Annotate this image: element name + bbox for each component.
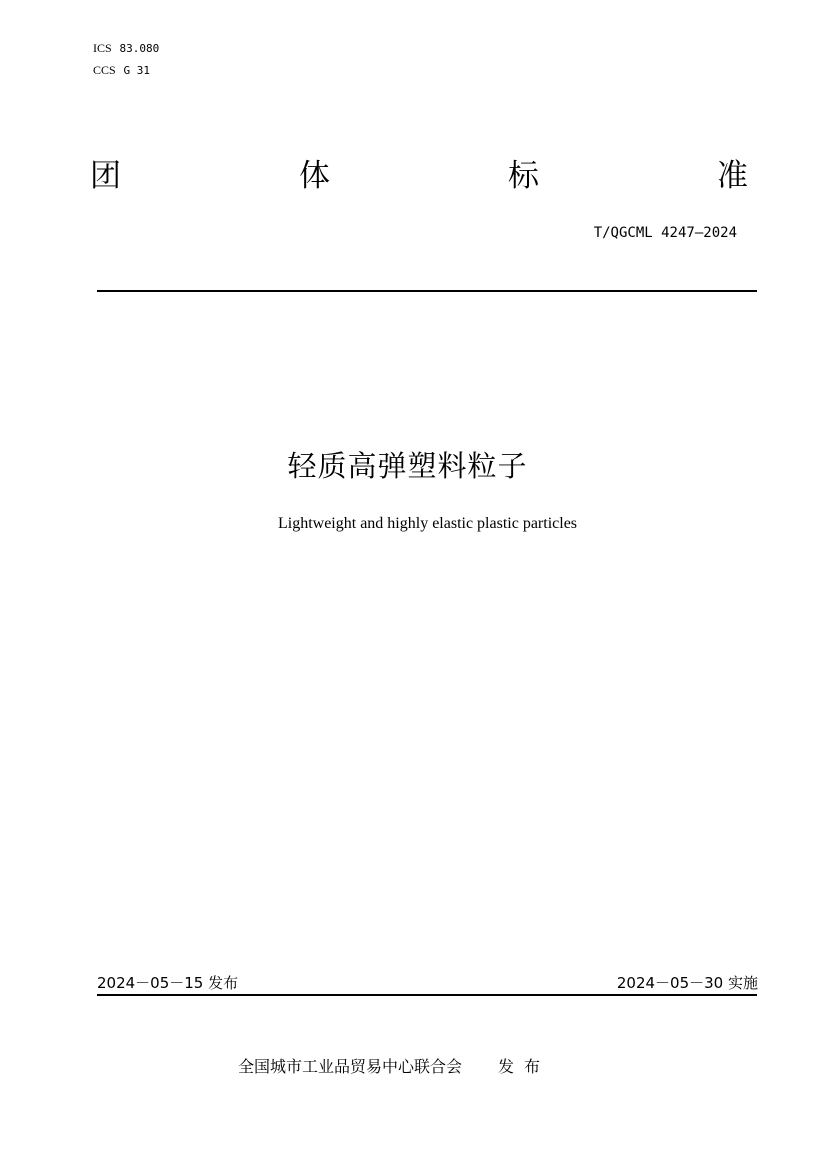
title-char-1: 团 [90,158,121,194]
ics-classification [93,40,159,57]
document-type-title [90,156,750,196]
document-title-en: Lightweight and highly elastic plastic particles [277,515,578,532]
ccs-label: CCS [93,63,116,77]
bottom-divider [97,994,757,996]
ccs-classification [93,62,150,79]
publisher-name: 全国城市工业品贸易中心联合会 [238,1057,463,1076]
document-title-cn: 轻质高弹塑料粒子 [287,449,528,483]
publish-date: 2024－05－15 发布 [97,974,239,992]
standard-number: T/QGCML 4247—2024 [593,225,737,241]
ics-label: ICS [93,41,112,55]
ccs-value: G 31 [123,64,151,77]
title-char-2: 体 [299,158,330,194]
title-char-4: 准 [717,158,748,194]
publish-label: 发布 [498,1057,551,1076]
implement-date: 2024－05－30 实施 [616,974,758,992]
title-char-3: 标 [508,158,539,194]
top-divider [97,290,757,292]
publisher-line [238,1054,550,1077]
ics-value: 83.080 [119,42,160,55]
